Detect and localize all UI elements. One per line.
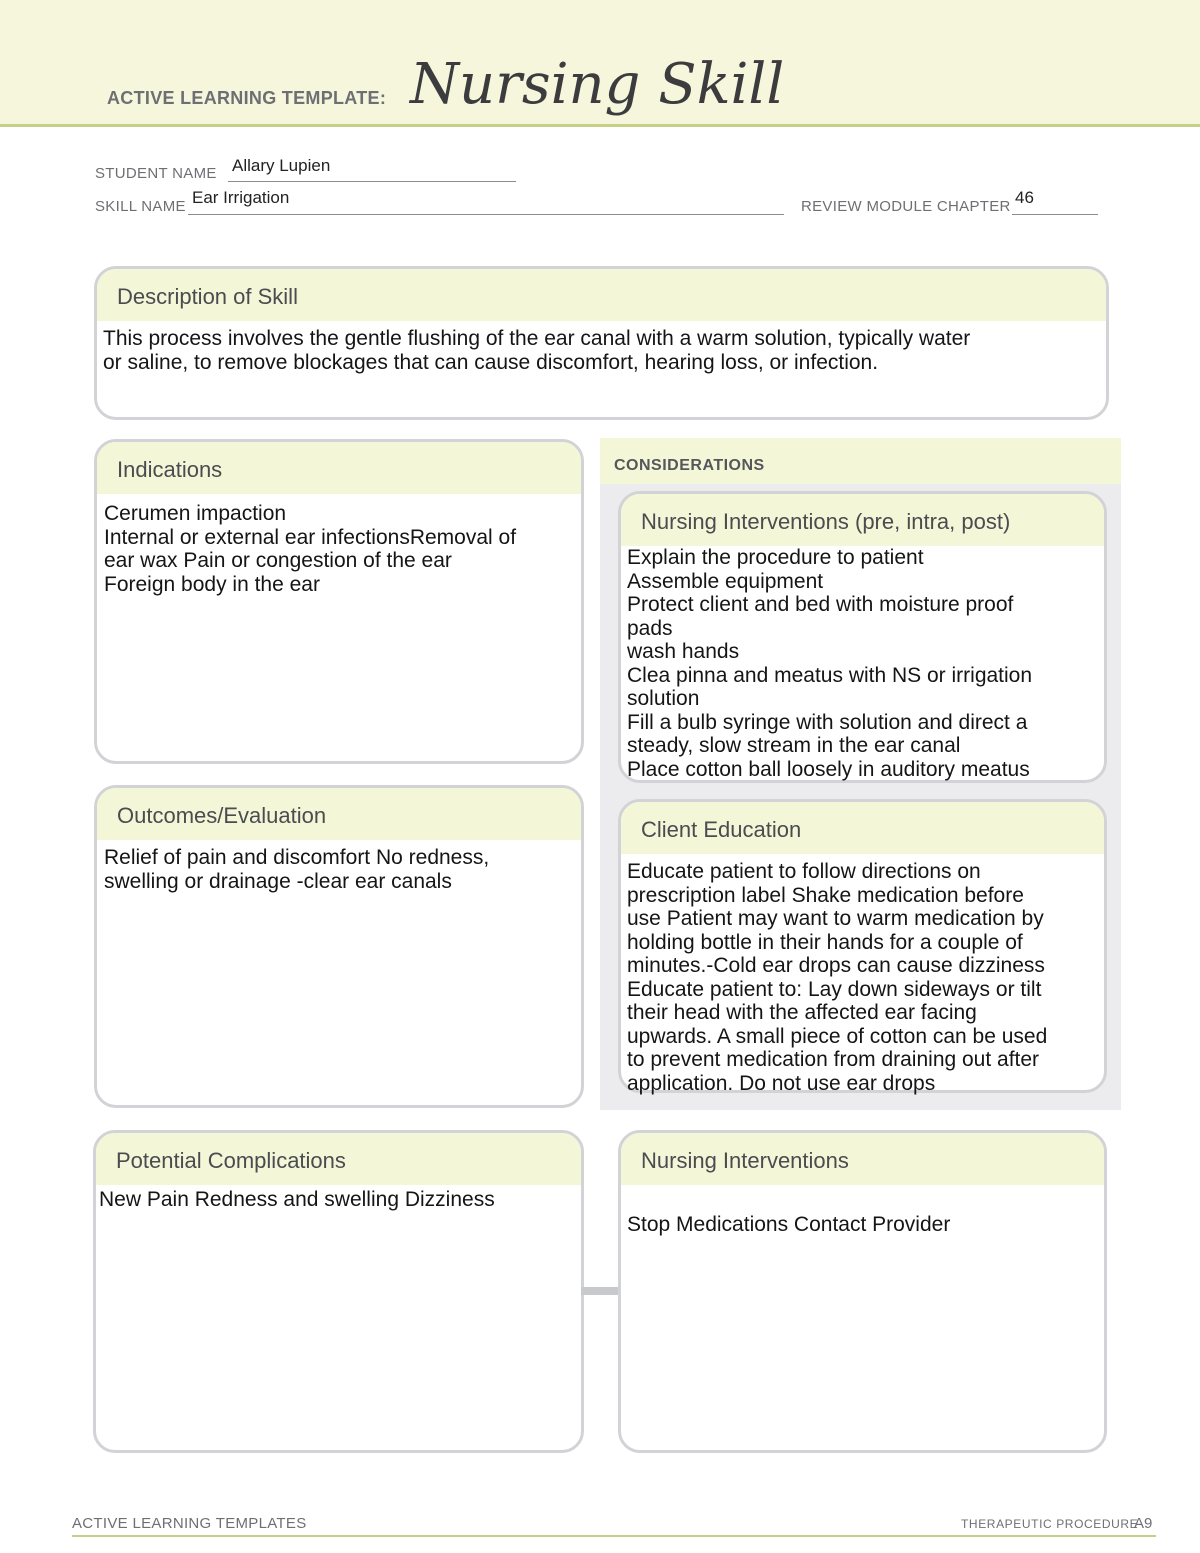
considerations-title: CONSIDERATIONS [614,457,765,474]
description-title: Description of Skill [117,284,298,309]
potential-complications-text[interactable]: New Pain Redness and swelling Dizziness [99,1188,495,1211]
page-title: Nursing Skill [410,52,785,117]
review-module-label: REVIEW MODULE CHAPTER [801,198,1011,215]
student-name-line [228,181,516,182]
skill-name-field[interactable]: Ear Irrigation [192,188,290,207]
description-header [97,269,1106,321]
nursing-interventions-text[interactable]: Stop Medications Contact Provider [627,1213,951,1236]
indications-section [94,439,584,764]
client-education-text[interactable]: Educate patient to follow directions on prescription label Shake medication before use Patient may want to warm medication by holding bottle in their hands for a couple of minutes.-Cold ear drops can cause dizziness Educate patient to: Lay down sideways or tilt their head with the affected ear facing upwards. A small piece of cotton can be used to prevent medication from draining out after application. Do not use ear drops [627,860,1048,1095]
indications-header [97,442,581,494]
section-connector [581,1287,621,1295]
review-module-line [1012,214,1098,215]
footer-right-label: THERAPEUTIC PROCEDURE [961,1517,1139,1531]
considerations-header [600,438,1121,484]
indications-text[interactable]: Cerumen impaction Internal or external ear infectionsRemoval of ear wax Pain or congestion of the ear Foreign body in the ear [104,502,517,596]
client-education-title: Client Education [641,817,802,842]
description-text[interactable]: This process involves the gentle flushing of the ear canal with a warm solution, typically water or saline, to remove blockages that can cause discomfort, hearing loss, or infection. [103,327,971,374]
potential-complications-section [93,1130,584,1453]
potential-complications-title: Potential Complications [116,1148,346,1173]
nursing-interventions-pre-section [618,491,1107,783]
nursing-interventions-title: Nursing Interventions [641,1148,849,1173]
nursing-interventions-pre-title: Nursing Interventions (pre, intra, post) [641,509,1011,534]
nursing-interventions-section [618,1130,1107,1453]
footer-left-label: ACTIVE LEARNING TEMPLATES [72,1515,307,1532]
skill-name-line [188,214,784,215]
student-name-field[interactable]: Allary Lupien [232,156,331,175]
template-label: ACTIVE LEARNING TEMPLATE: [107,88,387,108]
skill-name-label: SKILL NAME [95,198,186,215]
student-name-label: STUDENT NAME [95,165,217,182]
footer-divider [72,1535,1156,1537]
header-band [0,0,1200,127]
nursing-interventions-pre-header [621,494,1104,546]
review-module-field[interactable]: 46 [1015,188,1034,207]
description-section [94,266,1109,420]
client-education-header [621,802,1104,854]
footer-page-number: A9 [1134,1515,1153,1532]
outcomes-header [97,788,581,840]
nursing-interventions-header [621,1133,1104,1185]
indications-title: Indications [117,457,223,482]
outcomes-text[interactable]: Relief of pain and discomfort No redness, swelling or drainage -clear ear canals [104,846,490,893]
outcomes-title: Outcomes/Evaluation [117,803,327,828]
potential-complications-header [96,1133,581,1185]
outcomes-section [94,785,584,1108]
client-education-section [618,799,1107,1093]
nursing-interventions-pre-text[interactable]: Explain the procedure to patient Assemble equipment Protect client and bed with moisture proof pads wash hands Clea pinna and meatus with NS or irrigation solution Fill a bulb syringe with solution and direct a steady, slow stream in the ear canal Place cotton ball loosely in auditory meatus [627,546,1033,781]
